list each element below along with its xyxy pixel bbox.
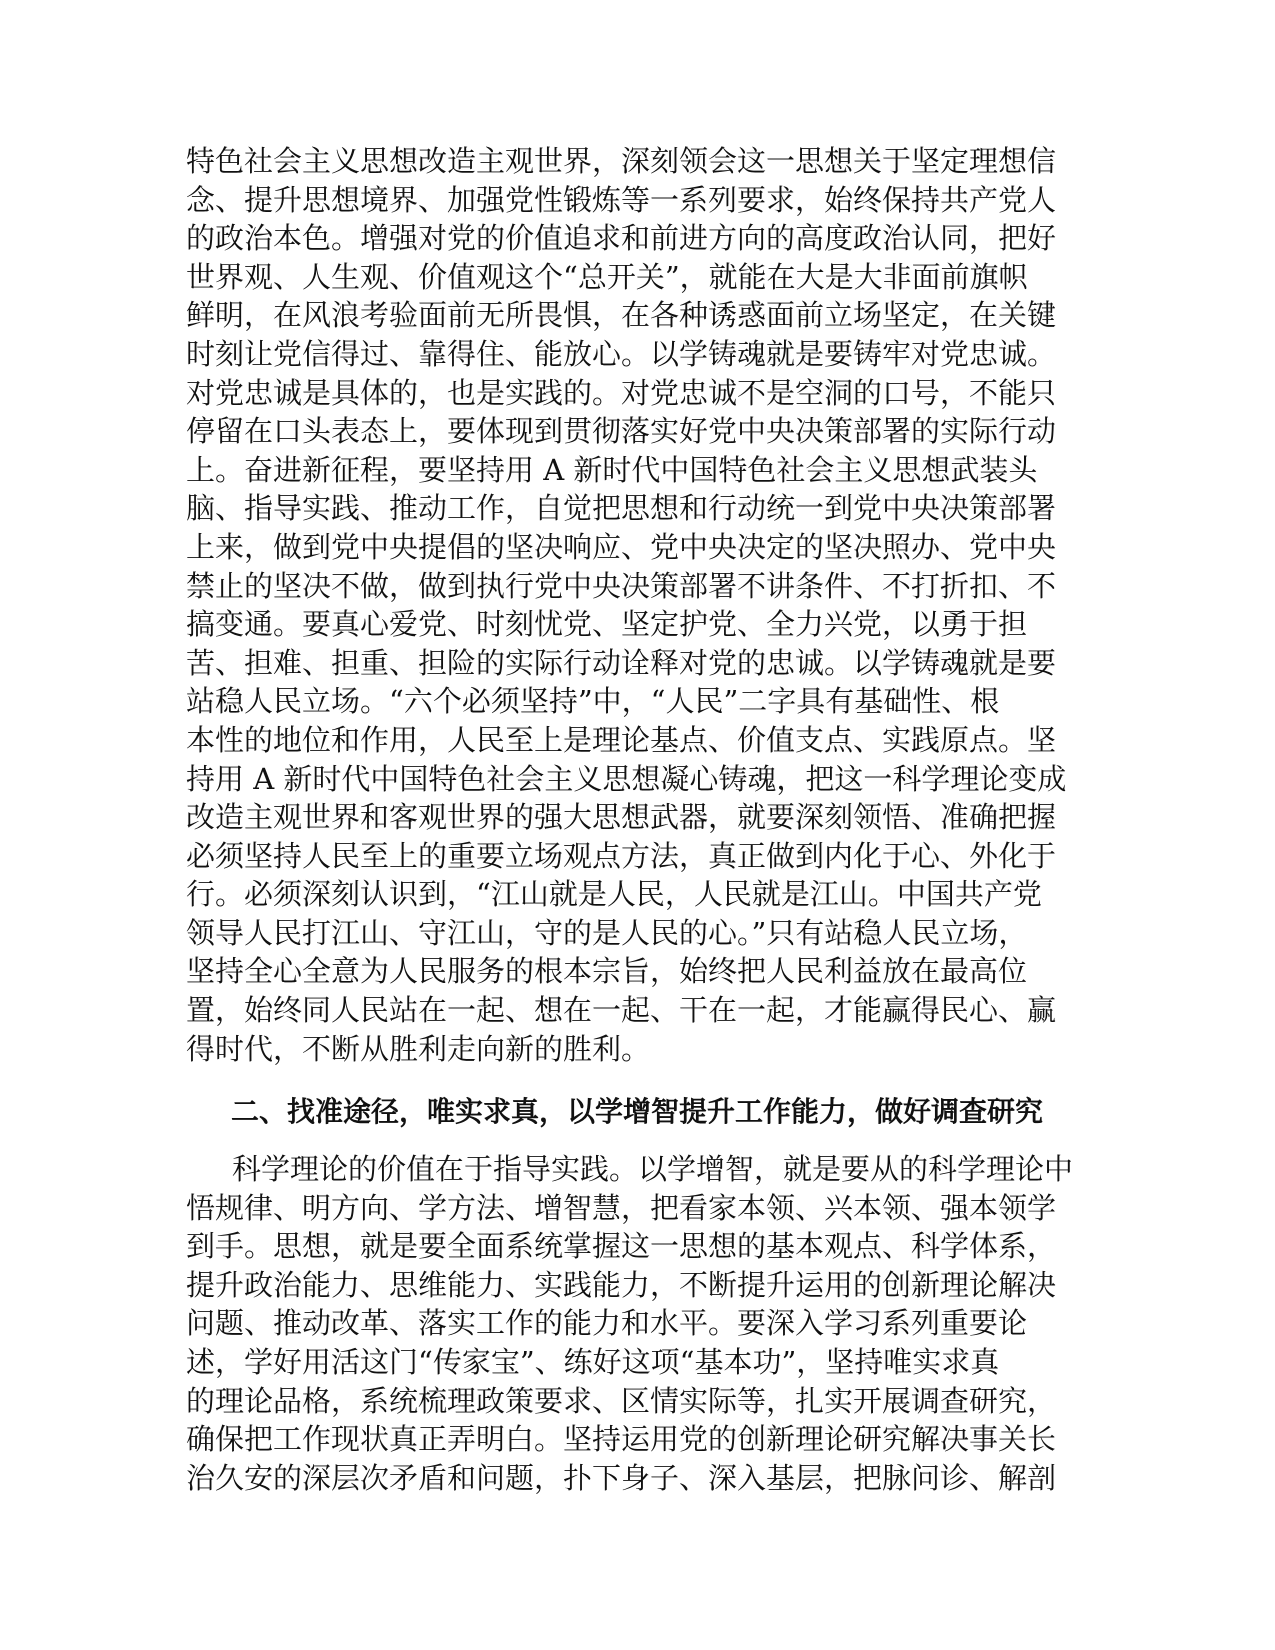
text-line: 站稳人民立场。“六个必须坚持”中，“人民”二字具有基础性、根 (186, 684, 1000, 719)
text-line: 时刻让党信得过、靠得住、能放心。以学铸魂就是要铸牢对党忠诚。 (186, 336, 1057, 371)
text-line: 治久安的深层次矛盾和问题，扑下身子、深入基层，把脉问诊、解剖 (186, 1460, 1057, 1495)
body-paragraph-1 (186, 142, 1076, 1068)
text-line: 悟规律、明方向、学方法、增智慧，把看家本领、兴本领、强本领学 (186, 1190, 1057, 1225)
text-line: 世界观、人生观、价值观这个“总开关”，就能在大是大非面前旗帜 (186, 259, 1028, 294)
text-line: 持用 A 新时代中国特色社会主义思想凝心铸魂，把这一科学理论变成 (186, 761, 1067, 796)
body-paragraph-2 (186, 1150, 1076, 1497)
text-line: 得时代，不断从胜利走向新的胜利。 (186, 1031, 651, 1066)
text-line: 改造主观世界和客观世界的强大思想武器，就要深刻领悟、准确把握 (186, 800, 1057, 835)
text-line: 对党忠诚是具体的，也是实践的。对党忠诚不是空洞的口号，不能只 (186, 375, 1057, 410)
text-line: 提升政治能力、思维能力、实践能力，不断提升运用的创新理论解决 (186, 1267, 1057, 1302)
text-line: 念、提升思想境界、加强党性锻炼等一系列要求，始终保持共产党人 (186, 182, 1057, 217)
text-line: 上。奋进新征程，要坚持用 A 新时代中国特色社会主义思想武装头 (186, 452, 1038, 487)
text-line: 苦、担难、担重、担险的实际行动诠释对党的忠诚。以学铸魂就是要 (186, 645, 1057, 680)
text-line: 行。必须深刻认识到，“江山就是人民，人民就是江山。中国共产党 (186, 877, 1042, 912)
text-line: 述，学好用活这门“传家宝”、练好这项“基本功”，坚持唯实求真 (186, 1344, 1000, 1379)
text-line: 科学理论的价值在于指导实践。以学增智，就是要从的科学理论中 (232, 1152, 1074, 1186)
text-line: 本性的地位和作用，人民至上是理论基点、价值支点、实践原点。坚 (186, 722, 1057, 757)
text-line: 上来，做到党中央提倡的坚决响应、党中央决定的坚决照办、党中央 (186, 529, 1057, 564)
text-line: 脑、指导实践、推动工作，自觉把思想和行动统一到党中央决策部署 (186, 491, 1057, 526)
text-line: 到手。思想，就是要全面系统掌握这一思想的基本观点、科学体系， (186, 1229, 1057, 1264)
text-line: 的政治本色。增强对党的价值追求和前进方向的高度政治认同，把好 (186, 221, 1057, 256)
text-line: 领导人民打江山、守江山，守的是人民的心。”只有站稳人民立场， (186, 915, 1028, 950)
text-line: 问题、推动改革、落实工作的能力和水平。要深入学习系列重要论 (186, 1306, 1028, 1341)
text-line: 特色社会主义思想改造主观世界，深刻领会这一思想关于坚定理想信 (186, 144, 1057, 178)
text-line: 置，始终同人民站在一起、想在一起、干在一起，才能赢得民心、赢 (186, 993, 1057, 1028)
text-line: 停留在口头表态上，要体现到贯彻落实好党中央决策部署的实际行动 (186, 414, 1057, 449)
section-heading: 二、找准途径，唯实求真，以学增智提升工作能力，做好调查研究 (231, 1095, 1044, 1128)
text-line: 必须坚持人民至上的重要立场观点方法，真正做到内化于心、外化于 (186, 838, 1057, 873)
text-line: 鲜明，在风浪考验面前无所畏惧，在各种诱惑面前立场坚定，在关键 (186, 298, 1057, 333)
text-line: 确保把工作现状真正弄明白。坚持运用党的创新理论研究解决事关长 (186, 1422, 1057, 1457)
text-line: 禁止的坚决不做，做到执行党中央决策部署不讲条件、不打折扣、不 (186, 568, 1057, 603)
text-line: 搞变通。要真心爱党、时刻忧党、坚定护党、全力兴党，以勇于担 (186, 607, 1028, 642)
text-line: 的理论品格，系统梳理政策要求、区情实际等，扎实开展调查研究， (186, 1383, 1057, 1418)
text-line: 坚持全心全意为人民服务的根本宗旨，始终把人民利益放在最高位 (186, 954, 1028, 989)
